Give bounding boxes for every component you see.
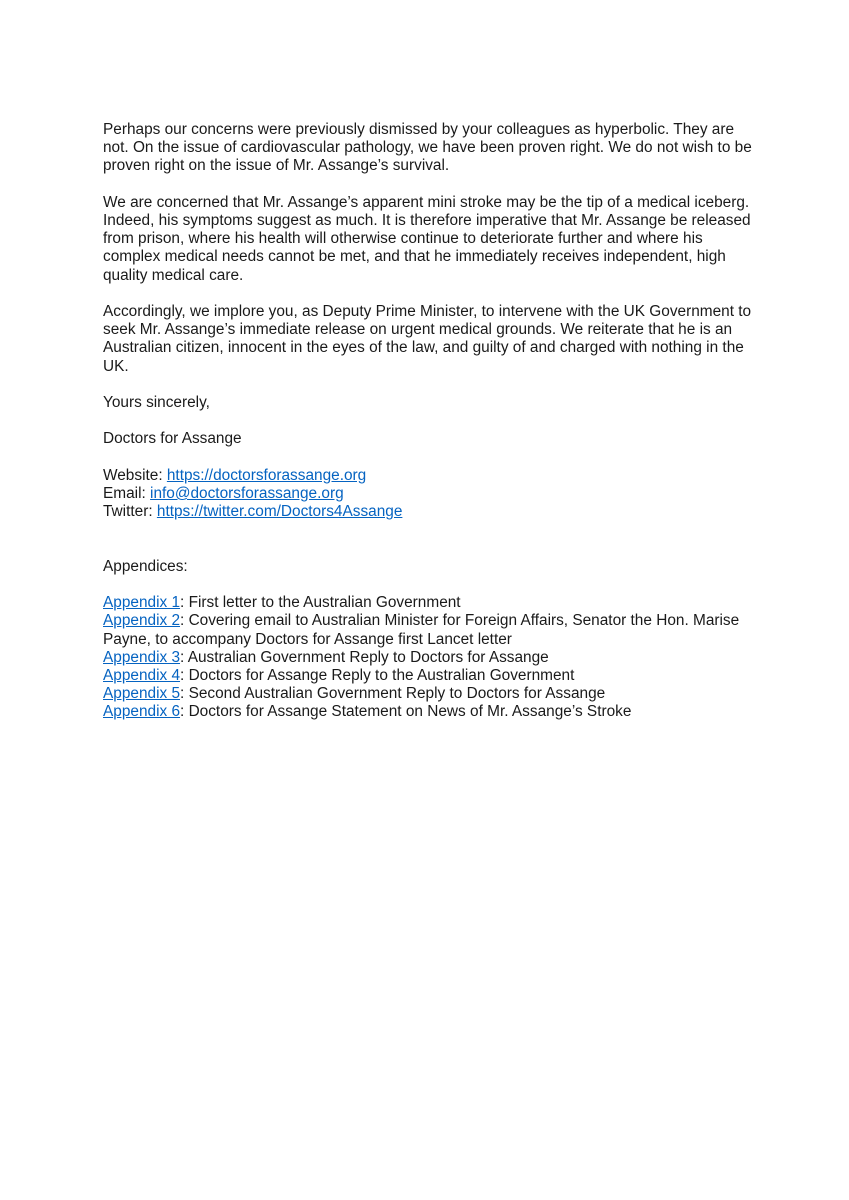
appendix-3-text: : Australian Government Reply to Doctors for Assange [180,648,549,666]
appendix-4-text: : Doctors for Assange Reply to the Australian Government [180,666,575,684]
appendix-4-link[interactable]: Appendix 4 [103,666,181,684]
website-label: Website: [103,466,163,484]
appendix-6-text: : Doctors for Assange Statement on News of Mr. Assange’s Stroke [180,703,632,721]
twitter-link[interactable]: https://twitter.com/Doctors4Assange [156,503,403,521]
appendix-item-2 [103,612,753,648]
twitter-label: Twitter: [103,503,153,521]
appendix-3-link[interactable]: Appendix 3 [103,648,181,666]
appendix-2-text: : Covering email to Australian Minister for Foreign Affairs, Senator the Hon. Marise Payne, to accompany Doctors for Assange first Lancet letter [103,612,740,648]
closing: Yours sincerely, [103,394,210,411]
appendix-1-text: : First letter to the Australian Government [180,594,461,612]
appendix-list [103,594,753,721]
appendix-item-6 [103,703,753,721]
contact-twitter [103,503,753,521]
contact-email [103,485,753,503]
contact-website [103,467,753,485]
letter-page [103,121,753,722]
appendix-1-link[interactable]: Appendix 1 [103,594,181,612]
paragraph-stroke: We are concerned that Mr. Assange’s apparent mini stroke may be the tip of a medical iceberg. Indeed, his symptoms suggest as much. It is therefore imperative that Mr. Assange be released from prison, where his health will otherwise continue to deteriorate further and where his complex medical needs cannot be met, and that he immediately receives independent, high quality medical care. [103,193,751,284]
signature: Doctors for Assange [103,430,242,448]
appendix-item-1 [103,594,753,612]
email-link[interactable]: info@doctorsforassange.org [150,484,344,502]
appendix-item-3 [103,649,753,667]
appendix-item-5 [103,685,753,703]
contact-block [103,467,753,522]
paragraph-concerns: Perhaps our concerns were previously dismissed by your colleagues as hyperbolic. They are not. On the issue of cardiovascular pathology, we have been proven right. We do not wish to be proven right on the issue of Mr. Assange’s survival. [103,121,752,175]
appendix-item-4 [103,667,753,685]
appendices-heading: Appendices: [103,557,188,575]
appendix-5-link[interactable]: Appendix 5 [103,685,181,703]
appendix-2-link[interactable]: Appendix 2 [103,612,181,630]
website-link[interactable]: https://doctorsforassange.org [166,466,367,484]
paragraph-request: Accordingly, we implore you, as Deputy Prime Minister, to intervene with the UK Government to seek Mr. Assange’s immediate release on urgent medical grounds. We reiterate that he is an Australian citizen, innocent in the eyes of the law, and guilty of and charged with nothing in the UK. [103,303,752,375]
appendix-5-text: : Second Australian Government Reply to Doctors for Assange [180,685,606,703]
email-label: Email: [103,484,146,502]
appendix-6-link[interactable]: Appendix 6 [103,703,181,721]
